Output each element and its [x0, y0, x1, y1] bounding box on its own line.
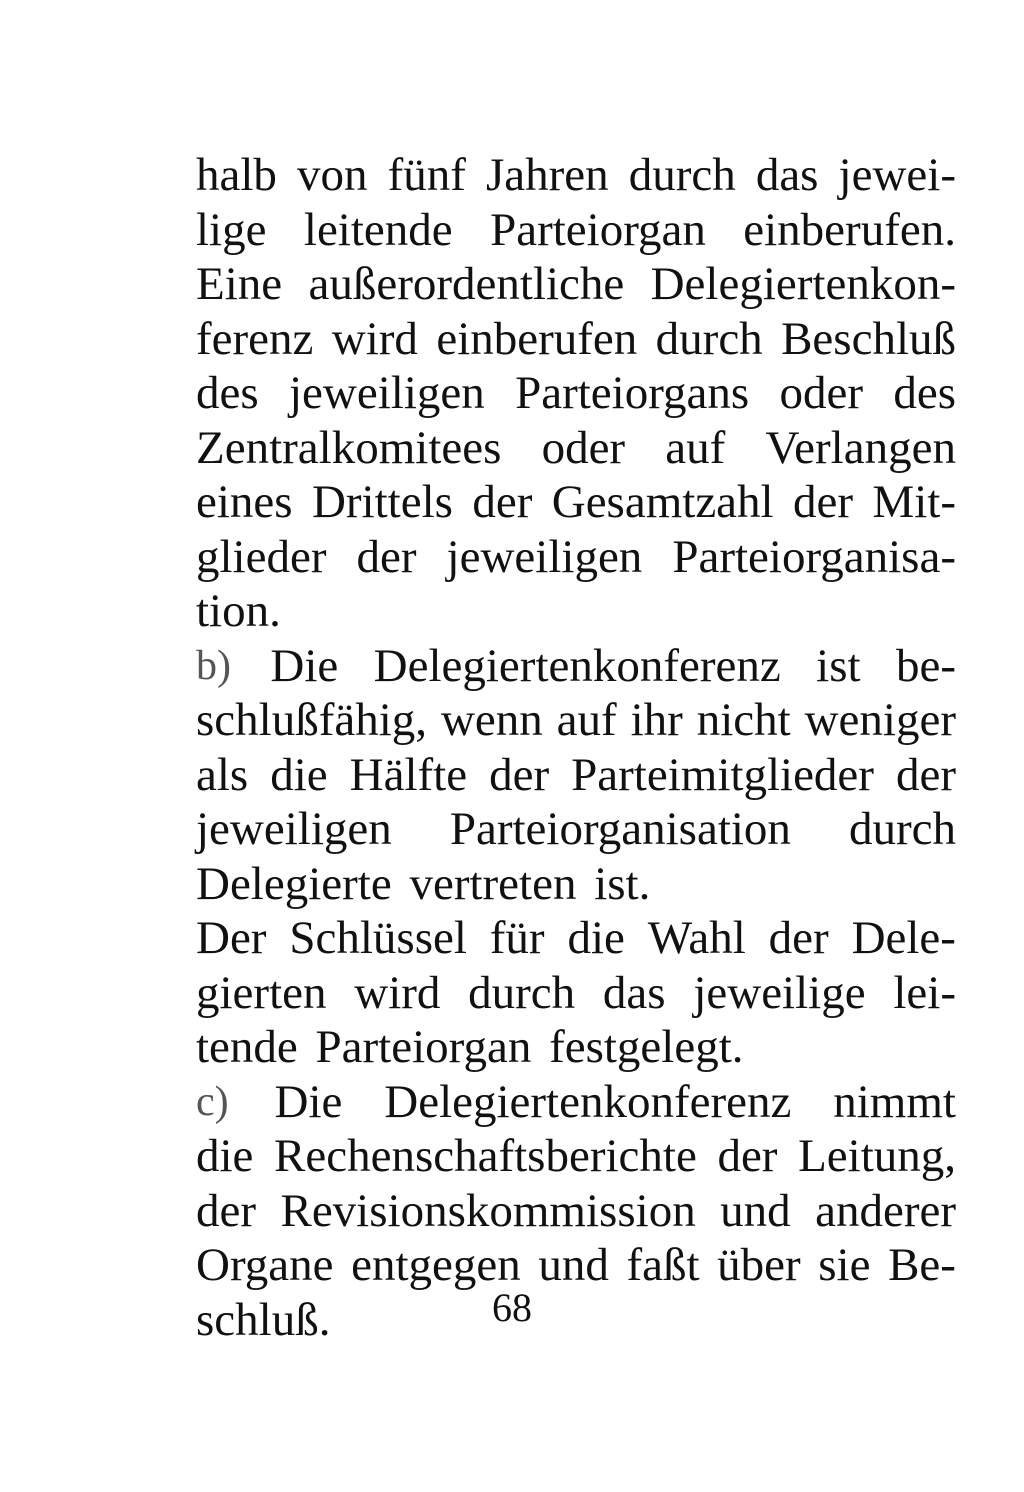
word: Parteimitglieder: [571, 748, 874, 801]
word: des: [196, 367, 259, 419]
word: die: [270, 748, 328, 801]
word: jeweiligen: [446, 530, 643, 583]
word: Parteiorganisa-: [672, 530, 956, 583]
word: Die: [274, 1075, 343, 1128]
word: anderer: [815, 1184, 956, 1237]
word: durch: [628, 149, 736, 201]
word: wird: [354, 966, 441, 1019]
word: jeweilige: [693, 966, 866, 1019]
word: Die: [270, 639, 339, 692]
word: Mit-: [872, 476, 956, 528]
word: eines: [196, 476, 293, 528]
word: die: [567, 912, 625, 964]
word: ferenz: [196, 312, 314, 365]
word: nimmt: [833, 1075, 956, 1128]
line-text: tion.: [196, 585, 281, 637]
word: für: [489, 912, 545, 964]
text-line: [196, 366, 956, 421]
word: Delegiertenkonferenz: [384, 1075, 792, 1128]
word: ist: [816, 639, 861, 692]
word: der: [717, 1130, 778, 1182]
body-text: [196, 148, 956, 1347]
word: auf: [556, 694, 617, 746]
word: oder: [541, 421, 626, 474]
word: jeweiligen: [196, 803, 392, 855]
text-line: [196, 802, 956, 857]
word: glieder: [196, 530, 327, 583]
text-line: [196, 421, 956, 476]
word: einberufen.: [743, 203, 956, 256]
text-line: [196, 1184, 956, 1239]
word: das: [602, 966, 666, 1019]
word: Leitung,: [798, 1130, 956, 1182]
line-text: schluß.: [196, 1293, 331, 1346]
line-text: Delegierte vertreten ist.: [196, 857, 651, 910]
word: einberufen: [436, 312, 638, 365]
word: entgegen: [351, 1239, 521, 1291]
word: Delegiertenkonferenz: [373, 639, 781, 692]
word: der: [472, 476, 533, 528]
list-marker: b): [196, 642, 231, 689]
word: außerordentliche: [308, 258, 625, 310]
text-line: [196, 911, 956, 966]
text-line: [196, 584, 956, 639]
word: Zentralkomitees: [196, 421, 502, 474]
text-line: [196, 1020, 956, 1075]
word: Revisionskommission: [280, 1184, 696, 1237]
word: weniger: [804, 694, 956, 746]
text-line: [196, 148, 956, 203]
word: Drittels: [311, 476, 453, 528]
word: lige: [196, 203, 267, 256]
text-line: [196, 748, 956, 803]
word: wenn: [440, 694, 543, 746]
word: faßt: [626, 1239, 700, 1291]
word: Schlüssel: [289, 912, 467, 964]
word: der: [895, 748, 956, 801]
word: gierten: [196, 966, 327, 1019]
word: Be-: [888, 1239, 956, 1291]
text-line: [196, 203, 956, 258]
word: leitende: [303, 203, 453, 256]
word: auf: [665, 421, 726, 474]
word: und: [720, 1184, 791, 1237]
word: Jahren: [485, 149, 609, 201]
word: Parteiorganisation: [449, 803, 791, 855]
word: fünf: [387, 149, 466, 201]
page-number: 68: [492, 1285, 532, 1330]
word: sie: [818, 1239, 871, 1291]
word: jewei-: [838, 149, 956, 201]
word: Hälfte: [349, 748, 468, 801]
list-marker: c): [196, 1078, 229, 1125]
word: Beschluß: [781, 312, 956, 365]
word: schlußfähig,: [196, 694, 428, 746]
text-line: [196, 530, 956, 585]
word: lei-: [893, 966, 956, 1019]
word: die: [196, 1130, 254, 1182]
word: der: [768, 912, 829, 964]
word: des: [893, 367, 956, 419]
word: be-: [895, 639, 956, 692]
text-line: [196, 312, 956, 367]
word: Parteiorgan: [490, 203, 706, 256]
word: oder: [779, 367, 864, 419]
word: von: [297, 149, 368, 201]
text-line: [196, 257, 956, 312]
word: Dele-: [851, 912, 956, 964]
word: Gesamtzahl: [551, 476, 774, 528]
word: und: [538, 1239, 609, 1291]
word: der: [489, 748, 550, 801]
text-line: [196, 1075, 956, 1130]
word: jeweiligen: [288, 367, 485, 419]
word: über: [717, 1239, 801, 1291]
word: Organe: [196, 1239, 334, 1291]
word: nicht: [696, 694, 791, 746]
text-line: [196, 1129, 956, 1184]
word: durch: [848, 803, 956, 855]
word: der: [196, 1184, 257, 1237]
word: Eine: [196, 258, 283, 310]
word: wird: [331, 312, 418, 365]
word: Der: [196, 912, 267, 964]
text-line: [196, 639, 956, 694]
word: Parteiorgans: [515, 367, 750, 419]
word: Verlangen: [765, 421, 956, 474]
word: Wahl: [647, 912, 746, 964]
line-text: tende Parteiorgan festgelegt.: [196, 1021, 744, 1073]
word: durch: [655, 312, 763, 365]
text-line: [196, 857, 956, 912]
word: durch: [468, 966, 576, 1019]
word: der: [793, 476, 854, 528]
text-line: [196, 475, 956, 530]
text-line: [196, 693, 956, 748]
text-line: [196, 966, 956, 1021]
word: der: [356, 530, 417, 583]
word: halb: [196, 149, 277, 201]
word: ihr: [630, 694, 683, 746]
word: das: [755, 149, 819, 201]
word: Delegiertenkon-: [650, 258, 956, 310]
word: Rechenschaftsberichte: [274, 1130, 697, 1182]
word: als: [196, 748, 249, 801]
